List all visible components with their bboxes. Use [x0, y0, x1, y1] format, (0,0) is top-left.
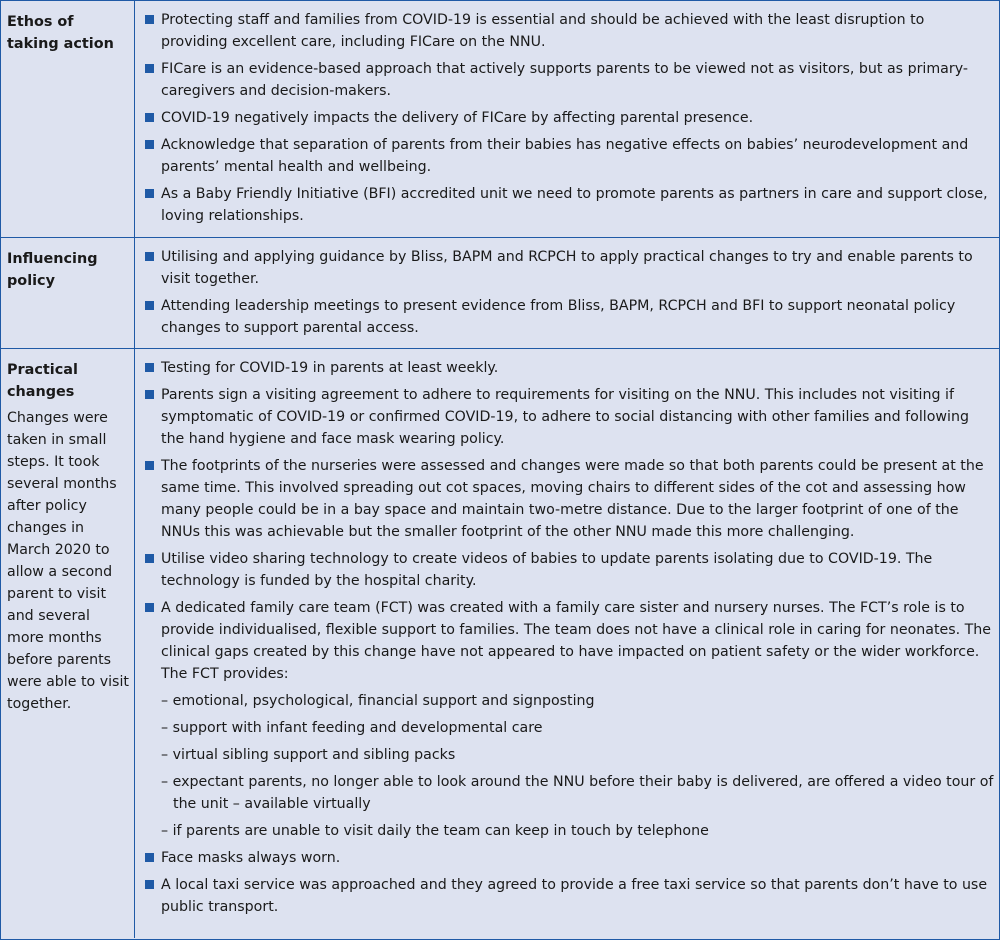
row-content-cell	[135, 349, 999, 938]
bullet-square-icon	[145, 15, 154, 24]
list-item: Parents sign a visiting agreement to adhere to requirements for visiting on the NNU. This includes not visiting if symptomatic of COVID-19 or confirmed COVID-19, to adhere to social distancing with other families and following the hand hygiene and face mask wearing policy.	[143, 384, 995, 450]
bullet-square-icon	[145, 189, 154, 198]
sub-list-item: – support with infant feeding and developmental care	[161, 720, 543, 736]
row-heading-cell	[1, 349, 135, 938]
row-heading-cell	[1, 238, 135, 348]
bullet-square-icon	[145, 554, 154, 563]
bullet-square-icon	[145, 140, 154, 149]
list-item: A local taxi service was approached and they agreed to provide a free taxi service so that parents don’t have to use public transport.	[143, 874, 995, 918]
bullet-square-icon	[145, 363, 154, 372]
list-item: Face masks always worn.	[143, 847, 995, 869]
list-item: As a Baby Friendly Initiative (BFI) accredited unit we need to promote parents as partners in care and support close, loving relationships.	[143, 183, 995, 227]
list-item: Utilising and applying guidance by Bliss, BAPM and RCPCH to apply practical changes to try and enable parents to visit together.	[143, 246, 995, 290]
row-heading: Practical changes	[7, 362, 78, 400]
list-item: Protecting staff and families from COVID-19 is essential and should be achieved with the least disruption to providing excellent care, including FICare on the NNU.	[143, 9, 995, 53]
row-heading: Ethos of taking action	[7, 14, 114, 52]
list-item: Utilise video sharing technology to create videos of babies to update parents isolating due to COVID-19. The technology is funded by the hospital charity.	[143, 548, 995, 592]
bullet-square-icon	[145, 252, 154, 261]
sub-list-item: – emotional, psychological, financial support and signposting	[161, 693, 595, 709]
table-row-ethos	[1, 1, 999, 238]
sub-list-item: – if parents are unable to visit daily the team can keep in touch by telephone	[161, 823, 709, 839]
list-item: Attending leadership meetings to present evidence from Bliss, BAPM, RCPCH and BFI to support neonatal policy changes to support parental access.	[143, 295, 995, 339]
table-row-practical	[1, 349, 999, 938]
bullet-square-icon	[145, 64, 154, 73]
list-item: A dedicated family care team (FCT) was created with a family care sister and nursery nurses. The FCT’s role is to provide individualised, flexible support to families. The team does not have a clinical role in caring for neonates. The clinical gaps created by this change have not appeared to have impacted on patient safety or the wider workforce. The FCT provides:	[143, 597, 995, 685]
list-item: Testing for COVID-19 in parents at least weekly.	[143, 357, 995, 379]
list-item: Acknowledge that separation of parents from their babies has negative effects on babies’ neurodevelopment and parents’ mental health and wellbeing.	[143, 134, 995, 178]
sub-list-item: – virtual sibling support and sibling packs	[161, 747, 456, 763]
bullet-square-icon	[145, 880, 154, 889]
bullet-square-icon	[145, 390, 154, 399]
row-note: Changes were taken in small steps. It took several months after policy changes in March 2020 to allow a second parent to visit and several more months before parents were able to visit together.	[7, 410, 129, 712]
list-item: FICare is an evidence-based approach that actively supports parents to be viewed not as visitors, but as primary-caregivers and decision-makers.	[143, 58, 995, 102]
row-content-cell	[135, 1, 999, 237]
sub-list-item: – expectant parents, no longer able to look around the NNU before their baby is delivered, are offered a video tour of the unit – available virtually	[161, 774, 994, 812]
bullet-square-icon	[145, 603, 154, 612]
row-content-cell	[135, 238, 999, 348]
bullet-square-icon	[145, 853, 154, 862]
bullet-square-icon	[145, 461, 154, 470]
bullet-square-icon	[145, 113, 154, 122]
list-item: The footprints of the nurseries were assessed and changes were made so that both parents could be present at the same time. This involved spreading out cot spaces, moving chairs to different sides of the cot and assessing how many people could be in a bay space and maintain two-metre distance. Due to the larger footprint of one of the NNUs this was achievable but the smaller footprint of the other NNU made this more challenging.	[143, 455, 995, 543]
row-heading-cell	[1, 1, 135, 237]
bullet-square-icon	[145, 301, 154, 310]
row-heading: Influencing policy	[7, 251, 98, 289]
list-item: COVID-19 negatively impacts the delivery of FICare by affecting parental presence.	[143, 107, 995, 129]
table-row-policy	[1, 238, 999, 349]
